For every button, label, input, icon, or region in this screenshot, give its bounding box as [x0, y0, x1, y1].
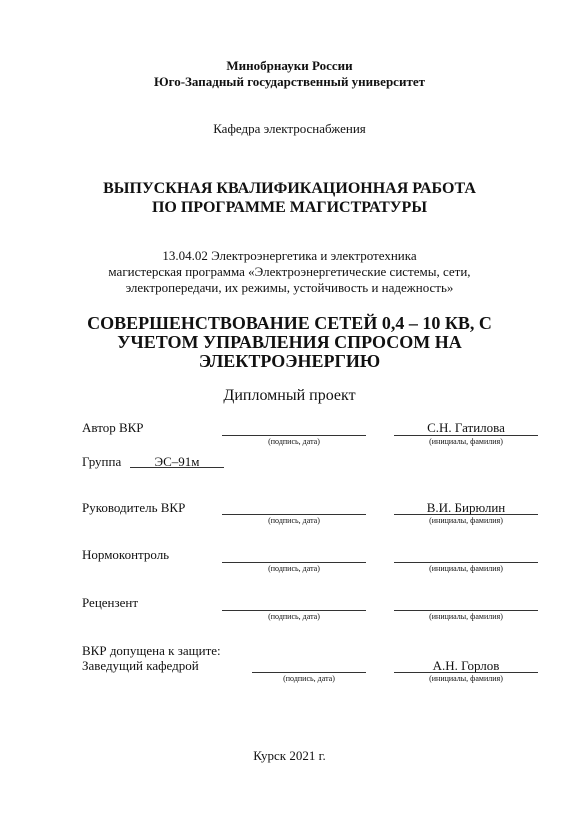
- supervisor-signature-caption: (подпись, дата): [268, 516, 320, 525]
- reviewer-signature-line: [222, 610, 366, 611]
- work-type-line2: ПО ПРОГРАММЕ МАГИСТРАТУРЫ: [151, 199, 428, 216]
- normcontrol-name-caption: (инициалы, фамилия): [429, 564, 503, 573]
- author-label: Автор ВКР: [82, 420, 144, 435]
- supervisor-label: Руководитель ВКР: [82, 500, 186, 515]
- thesis-title-line3: ЭЛЕКТРОЭНЕРГИЮ: [198, 351, 381, 371]
- reviewer-name-caption: (инициалы, фамилия): [429, 612, 503, 621]
- supervisor-name: В.И. Бирюлин: [426, 500, 506, 515]
- program-line2: магистерская программа «Электроэнергетические системы, сети,: [108, 264, 471, 279]
- head-of-department-name: А.Н. Горлов: [432, 658, 500, 673]
- ministry-name: Минобрнауки России: [226, 58, 353, 73]
- department-name: Кафедра электроснабжения: [213, 121, 366, 136]
- program-line3: электропередачи, их режимы, устойчивость и надежность»: [125, 280, 454, 295]
- author-signature-caption: (подпись, дата): [268, 437, 320, 446]
- author-name-caption: (инициалы, фамилия): [429, 437, 503, 446]
- head-signature-caption: (подпись, дата): [283, 674, 335, 683]
- normcontrol-signature-line: [222, 562, 366, 563]
- reviewer-label: Рецензент: [82, 595, 139, 610]
- head-signature-line: [252, 672, 366, 673]
- program-line1: 13.04.02 Электроэнергетика и электротехника: [162, 248, 417, 263]
- normcontrol-signature-caption: (подпись, дата): [268, 564, 320, 573]
- supervisor-name-caption: (инициалы, фамилия): [429, 516, 503, 525]
- university-name: Юго-Западный государственный университет: [154, 74, 425, 89]
- author-signature-line: [222, 435, 366, 436]
- head-name-line: [394, 672, 538, 673]
- work-type-line1: ВЫПУСКНАЯ КВАЛИФИКАЦИОННАЯ РАБОТА: [103, 180, 476, 197]
- supervisor-name-line: [394, 514, 538, 515]
- head-name-caption: (инициалы, фамилия): [429, 674, 503, 683]
- group-value: ЭС–91м: [154, 454, 200, 469]
- supervisor-signature-line: [222, 514, 366, 515]
- normcontrol-label: Нормоконтроль: [82, 547, 170, 562]
- reviewer-signature-caption: (подпись, дата): [268, 612, 320, 621]
- document-subtitle: Дипломный проект: [223, 387, 356, 404]
- normcontrol-name-line: [394, 562, 538, 563]
- city-year: Курск 2021 г.: [253, 748, 326, 763]
- group-line: [130, 467, 224, 468]
- reviewer-name-line: [394, 610, 538, 611]
- head-of-department-label: Заведущий кафедрой: [82, 658, 199, 673]
- admission-label: ВКР допущена к защите:: [82, 643, 221, 658]
- thesis-title-line2: УЧЕТОМ УПРАВЛЕНИЯ СПРОСОМ НА: [117, 332, 462, 352]
- author-name-line: [394, 435, 538, 436]
- thesis-title-line1: СОВЕРШЕНСТВОВАНИЕ СЕТЕЙ 0,4 – 10 КВ, С: [87, 313, 492, 333]
- author-name: С.Н. Гатилова: [427, 420, 505, 435]
- group-label: Группа: [82, 454, 122, 469]
